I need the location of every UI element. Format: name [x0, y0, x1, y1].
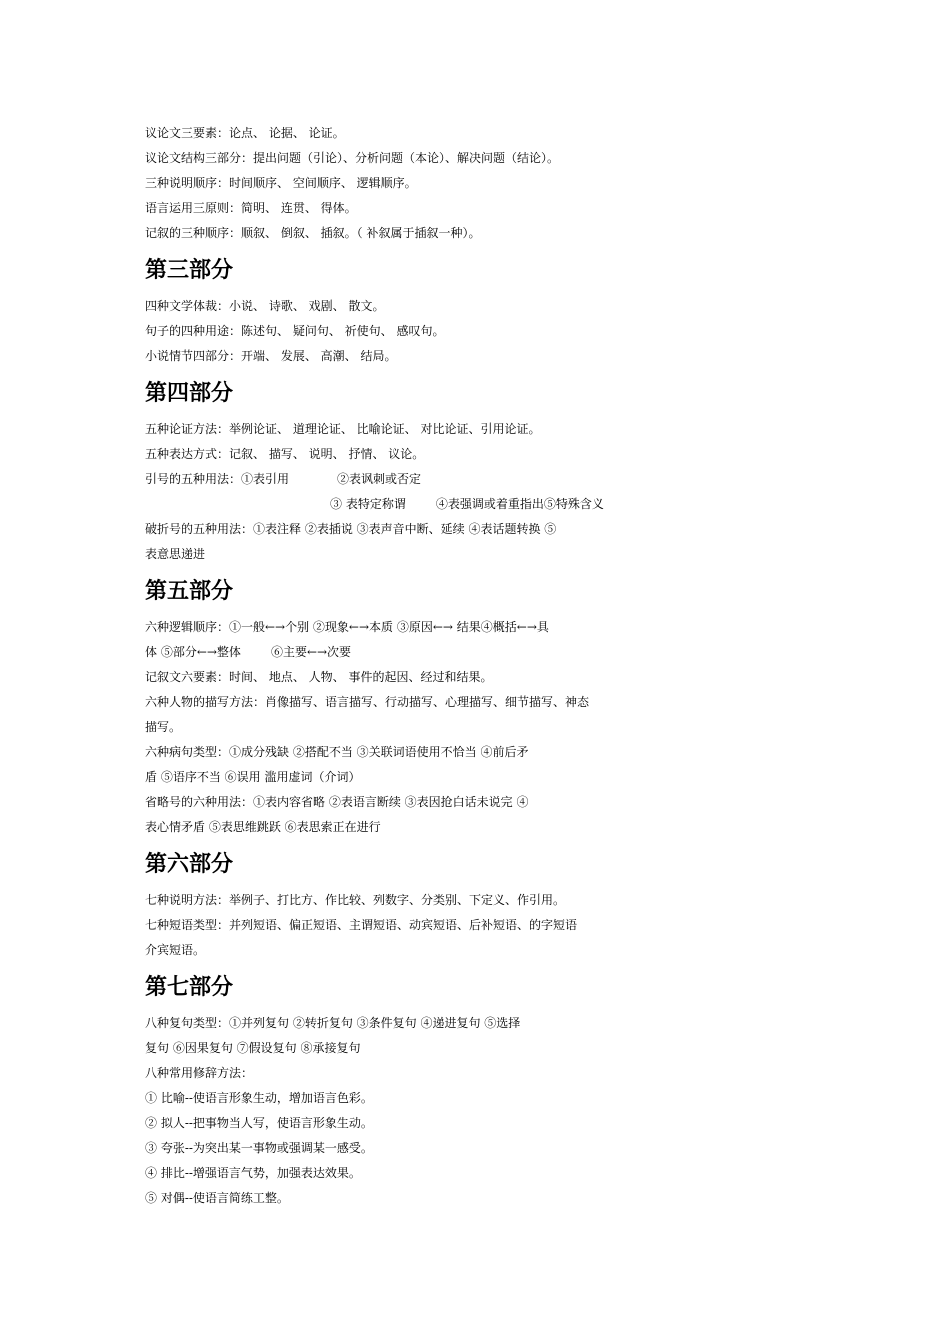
section-2-body — [145, 121, 830, 246]
text-line — [145, 640, 830, 665]
text-line: 句子的四种用途：陈述句、 疑问句、 祈使句、 感叹句。 — [145, 324, 445, 338]
text-line: 五种论证方法：举例论证、 道理论证、 比喻论证、 对比论证、引用论证。 — [145, 422, 541, 436]
text-line: 五种表达方式：记叙、 描写、 说明、 抒情、 议论。 — [145, 447, 425, 461]
text-line: 记叙文六要素：时间、 地点、 人物、 事件的起因、经过和结果。 — [145, 670, 493, 684]
text-line: 议论文三要素：论点、 论据、 论证。 — [145, 126, 345, 140]
text-line: 表心情矛盾 ⑤表思维跳跃 ⑥表思索正在进行 — [145, 820, 381, 834]
text-line: 四种文学体裁：小说、 诗歌、 戏剧、 散文。 — [145, 299, 385, 313]
section-3-heading: 第三部分 — [145, 258, 234, 283]
text-segment: 引号的五种用法：①表引用 — [145, 472, 290, 486]
text-line: 七种短语类型：并列短语、偏正短语、主谓短语、动宾短语、后补短语、的字短语 — [145, 918, 578, 932]
text-line: 复句 ⑥因果复句 ⑦假设复句 ⑧承接复句 — [145, 1041, 361, 1055]
list-item: ③ 夸张--为突出某一事物或强调某一感受。 — [145, 1141, 373, 1155]
list-item: ② 拟人--把事物当人写，使语言形象生动。 — [145, 1116, 373, 1130]
text-line: 议论文结构三部分：提出问题（引论）、分析问题（本论）、解决问题（结论）。 — [145, 151, 560, 165]
text-line: 六种逻辑顺序：①一般←→个别 ②现象←→本质 ③原因←→ 结果④概括←→具 — [145, 620, 549, 634]
text-segment: ⑥主要←→次要 — [270, 645, 352, 659]
list-item: ① 比喻--使语言形象生动，增加语言色彩。 — [145, 1091, 373, 1105]
text-line: 表意思递进 — [145, 547, 206, 561]
section-6-heading: 第六部分 — [145, 852, 234, 877]
list-item: ④ 排比--增强语言气势，加强表达效果。 — [145, 1166, 361, 1180]
text-line: 省略号的六种用法：①表内容省略 ②表语言断续 ③表因抢白话未说完 ④ — [145, 795, 529, 809]
text-line: 六种人物的描写方法：肖像描写、语言描写、行动描写、心理描写、细节描写、神态 — [145, 695, 590, 709]
section-5-heading: 第五部分 — [145, 579, 234, 604]
section-5-body — [145, 615, 830, 840]
section-7-body — [145, 1011, 830, 1211]
section-4-body — [145, 417, 830, 567]
text-line: 盾 ⑤语序不当 ⑥误用 滥用虚词（介词） — [145, 770, 361, 784]
text-line: 小说情节四部分：开端、 发展、 高潮、 结局。 — [145, 349, 397, 363]
text-segment: 体 ⑤部分←→整体 — [145, 645, 241, 659]
section-7-heading: 第七部分 — [145, 975, 234, 1000]
text-line: 记叙的三种顺序：顺叙、 倒叙、 插叙。（ 补叙属于插叙一种）。 — [145, 226, 481, 240]
text-line: 八种常用修辞方法： — [145, 1066, 254, 1080]
text-line: 六种病句类型：①成分残缺 ②搭配不当 ③关联词语使用不恰当 ④前后矛 — [145, 745, 529, 759]
section-6-body — [145, 888, 830, 963]
text-line: 七种说明方法：举例子、打比方、作比较、列数字、分类别、下定义、作引用。 — [145, 893, 566, 907]
text-line: 语言运用三原则：简明、 连贯、 得体。 — [145, 201, 357, 215]
text-segment: ④表强调或着重指出⑤特殊含义 — [435, 497, 604, 511]
text-line: 破折号的五种用法：①表注释 ②表插说 ③表声音中断、延续 ④表话题转换 ⑤ — [145, 522, 557, 536]
text-segment: ②表讽刺或否定 — [337, 472, 422, 486]
text-line: 介宾短语。 — [145, 943, 206, 957]
text-line: 八种复句类型：①并列复句 ②转折复句 ③条件复句 ④递进复句 ⑤选择 — [145, 1016, 521, 1030]
text-line — [145, 467, 830, 492]
text-line: 描写。 — [145, 720, 182, 734]
text-line: 三种说明顺序：时间顺序、 空间顺序、 逻辑顺序。 — [145, 176, 417, 190]
text-segment: ③ 表特定称谓 — [330, 497, 406, 511]
section-4-heading: 第四部分 — [145, 381, 234, 406]
text-line — [145, 492, 830, 517]
section-3-body — [145, 294, 830, 369]
list-item: ⑤ 对偶--使语言简练工整。 — [145, 1191, 289, 1205]
